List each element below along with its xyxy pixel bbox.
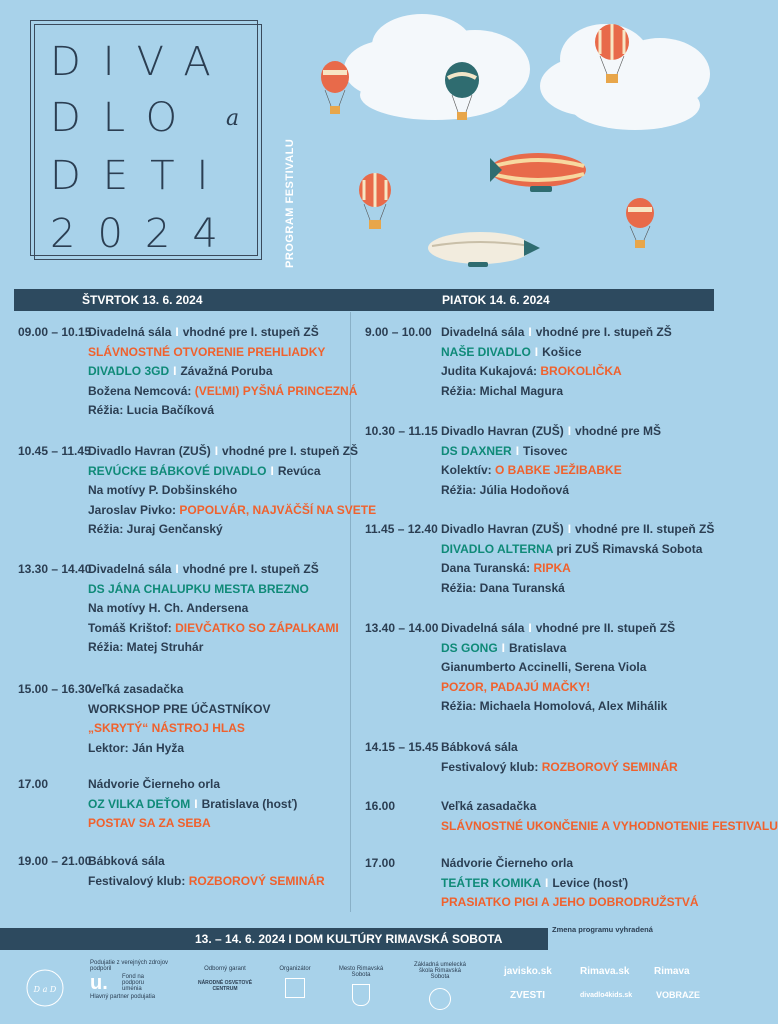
event-details (441, 797, 778, 836)
event-text: WORKSHOP PRE ÚČASTNÍKOV (88, 701, 271, 716)
event-line (88, 481, 376, 501)
event-line (441, 540, 714, 560)
airship-icon (490, 153, 586, 192)
event-time: 13.40 – 14.00 (365, 621, 439, 635)
event-text: Divadelná sála (88, 325, 172, 339)
event-line (88, 872, 325, 892)
event-text: pri ZUŠ Rimavská Sobota (553, 541, 703, 556)
program-label: PROGRAM FESTIVALU (284, 138, 296, 268)
separator: I (545, 875, 549, 890)
event-text: Veľká zasadačka (441, 799, 537, 813)
event-line (88, 739, 270, 759)
separator: I (173, 364, 177, 378)
separator: I (534, 344, 539, 359)
partner-label: Podujatie z verejných zdrojov podporil (90, 960, 169, 972)
event-time: 19.00 – 21.00 (18, 854, 92, 868)
event-title: O BABKE JEŽIBABKE (495, 463, 622, 477)
event-details (441, 854, 699, 913)
day-header-bar (14, 289, 714, 311)
event-title: POPOLVÁR, NAJVÄČŠÍ NA SVETE (179, 502, 377, 517)
ensemble-name: DIVADLO 3GD (88, 364, 170, 378)
event-line (441, 559, 714, 579)
logo-text: DLO (50, 95, 200, 141)
event-text: Závažná Poruba (180, 364, 273, 378)
event-time: 09.00 – 10.15 (18, 325, 92, 339)
noc-logo: NÁRODNÉ OSVETOVÉ CENTRUM (197, 980, 253, 992)
event-text: Košice (542, 344, 582, 359)
event-text: Na motívy H. Ch. Andersena (88, 601, 249, 615)
event-details (441, 619, 675, 717)
event-details (88, 560, 339, 658)
event-text: Božena Nemcová: (88, 383, 195, 398)
separator: I (175, 562, 179, 576)
separator: I (501, 640, 506, 655)
separator: I (194, 796, 198, 811)
event-line (88, 462, 376, 482)
logo-text: DETI (50, 153, 231, 199)
event-text: Revúca (277, 463, 321, 478)
event-line (441, 678, 675, 698)
logo-ampersand: a (226, 106, 240, 131)
event-time: 11.45 – 12.40 (365, 522, 438, 536)
separator: I (175, 325, 179, 339)
event-text: Dana Turanská: (441, 561, 534, 575)
event-time: 14.15 – 15.45 (365, 740, 439, 754)
event-time: 17.00 (365, 856, 396, 870)
separator: I (515, 443, 520, 458)
event-line (441, 738, 678, 758)
separator: I (270, 463, 274, 478)
event-title: BROKOLIČKA (540, 364, 622, 378)
event-title: PRASIATKO PIGI A JEHO DOBRODRUŽSTVÁ (441, 895, 699, 909)
event-details (88, 680, 270, 758)
event-text: Tisovec (523, 443, 568, 458)
event-line (441, 520, 714, 540)
event-text: vhodné pre I. stupeň ZŠ (182, 325, 319, 339)
event-line (441, 817, 778, 837)
event-line (88, 795, 297, 815)
event-line (88, 520, 376, 540)
separator: I (528, 325, 532, 339)
fpu-logo: u. (90, 972, 108, 994)
event-text: Réžia: Dana Turanská (441, 580, 565, 595)
rimava-tv-logo: Rimava (654, 966, 690, 977)
separator: I (214, 444, 219, 458)
event-line (88, 599, 339, 619)
event-title: SLÁVNOSTNÉ UKONČENIE A VYHODNOTENIE FESTIVALU (441, 818, 778, 833)
event-title: (VEĽMI) PYŠNÁ PRINCEZNÁ (194, 383, 358, 398)
event-time: 9.00 – 10.00 (365, 325, 432, 339)
event-line (441, 758, 678, 778)
event-line (441, 323, 672, 343)
event-details (441, 520, 714, 598)
event-text: Jaroslav Pivko: (88, 502, 180, 517)
partner-fpu (90, 960, 190, 1000)
event-line (441, 481, 661, 501)
event-line (88, 680, 270, 700)
event-text: Levice (hosť) (552, 875, 629, 890)
event-text: Bratislava (hosť) (201, 796, 298, 811)
event-line (441, 442, 661, 462)
event-text: Bábková sála (88, 854, 165, 868)
hot-air-balloon-icon (445, 62, 479, 120)
rimava-sk-logo: Rimava.sk (580, 966, 630, 977)
footer-bar (0, 928, 548, 950)
day-title-thursday: ŠTVRTOK 13. 6. 2024 (82, 293, 203, 307)
event-text: Lektor: Ján Hyža (88, 740, 185, 755)
ensemble-name: DS GONG (441, 640, 498, 655)
event-line (441, 697, 675, 717)
event-line (441, 797, 778, 817)
partner-label: Základná umelecká škola Rimavská Sobota (413, 962, 467, 980)
event-title: ROZBOROVÝ SEMINÁR (188, 873, 325, 888)
event-time: 10.45 – 11.45 (18, 444, 91, 458)
event-time: 15.00 – 16.30 (18, 682, 92, 696)
event-text: Bábková sála (441, 740, 518, 754)
event-details (88, 323, 357, 421)
event-text: Divadlo Havran (ZUŠ) (441, 424, 564, 438)
event-text: Festivalový klub: (88, 873, 189, 888)
event-text: Réžia: Michaela Homolová, Alex Mihálik (441, 699, 668, 713)
event-text: Judita Kukajová: (441, 364, 541, 378)
event-line (441, 639, 675, 659)
event-text: Divadlo Havran (ZUŠ) (88, 444, 211, 458)
event-text: Nádvorie Čierneho orla (441, 856, 574, 870)
hot-air-balloon-icon (359, 173, 391, 229)
event-text: vhodné pre I. stupeň ZŠ (222, 444, 359, 458)
event-text: Divadelná sála (88, 562, 172, 576)
event-line (88, 852, 325, 872)
ensemble-name: DS DAXNER (441, 443, 512, 458)
ensemble-name: DIVADLO ALTERNA (441, 541, 553, 556)
event-line (88, 442, 376, 462)
event-text: Réžia: Matej Struhár (88, 640, 204, 654)
partner-label: Odborný garant (204, 966, 246, 972)
partner-noc (195, 966, 255, 992)
event-text: Tomáš Krištof: (88, 620, 176, 635)
event-text: Kolektív: (441, 463, 496, 477)
event-details (441, 738, 678, 777)
event-line (88, 775, 297, 795)
separator: I (567, 522, 572, 536)
event-line (88, 580, 339, 600)
partner-city (330, 966, 392, 1006)
event-details (441, 323, 672, 401)
event-time: 10.30 – 11.15 (365, 424, 438, 438)
event-text: Gianumberto Accinelli, Serena Viola (441, 660, 647, 674)
partner-organizer (272, 966, 318, 998)
event-details (88, 775, 297, 834)
partner-foot: Hlavný partner podujatia (90, 994, 156, 1000)
event-details (88, 852, 325, 891)
event-text: Divadelná sála (441, 325, 525, 339)
event-text: Bratislava (509, 640, 567, 655)
event-time: 16.00 (365, 799, 396, 813)
event-text: Divadelná sála (441, 621, 525, 635)
event-details (88, 442, 376, 540)
event-line (441, 854, 699, 874)
event-line (441, 382, 672, 402)
event-line (88, 382, 357, 402)
event-text: vhodné pre I. stupeň ZŠ (535, 325, 672, 339)
change-note: Zmena programu vyhradená (552, 925, 653, 934)
festival-logo (20, 966, 70, 1010)
logo-text: DIVA (50, 39, 233, 85)
event-text: Veľká zasadačka (88, 682, 184, 696)
vobraze-logo: VOBRAZE (656, 990, 701, 1000)
javisko-logo: javisko.sk (504, 966, 552, 977)
hot-air-balloon-icon (626, 198, 654, 248)
ensemble-name: DS JÁNA CHALUPKU MESTA BREZNO (88, 581, 309, 596)
svg-text:D a D: D a D (33, 985, 57, 994)
ensemble-name: TEÁTER KOMIKA (441, 875, 541, 890)
ensemble-name: REVÚCKE BÁBKOVÉ DIVADLO (88, 463, 267, 478)
event-line (88, 719, 270, 739)
event-time: 17.00 (18, 777, 49, 791)
day-title-friday: PIATOK 14. 6. 2024 (442, 293, 550, 307)
event-line (441, 579, 714, 599)
separator: I (567, 424, 572, 438)
event-text: Divadlo Havran (ZUŠ) (441, 522, 564, 536)
event-line (441, 874, 699, 894)
event-title: DIEVČATKO SO ZÁPALKAMI (175, 620, 339, 635)
divadlo4kids-logo: divadlo4kids.sk (580, 992, 633, 999)
ensemble-name: OZ VILKA DEŤOM (88, 796, 191, 811)
event-line (441, 893, 699, 913)
separator: I (528, 621, 532, 635)
partner-label: Organizátor (279, 966, 311, 972)
event-line (88, 560, 339, 580)
ensemble-name: NAŠE DIVADLO (441, 344, 531, 359)
event-text: vhodné pre I. stupeň ZŠ (182, 562, 319, 576)
event-text: Na motívy P. Dobšinského (88, 483, 238, 497)
partner-label: Mesto Rimavská Sobota (338, 966, 384, 978)
logo-text: 2024 (50, 211, 240, 257)
event-line (88, 343, 357, 363)
event-line (441, 658, 675, 678)
hot-air-balloon-icon (595, 24, 629, 83)
event-text: vhodné pre MŠ (575, 424, 662, 438)
event-title: POSTAV SA ZA SEBA (88, 816, 211, 830)
partner-sub: Fond na podporu umenia (122, 974, 145, 992)
event-line (441, 461, 661, 481)
event-line (88, 638, 339, 658)
event-line (88, 700, 270, 720)
event-line (88, 501, 376, 521)
event-text: Réžia: Júlia Hodoňová (441, 482, 570, 497)
event-line (88, 619, 339, 639)
event-line (88, 401, 357, 421)
event-text: vhodné pre II. stupeň ZŠ (535, 621, 676, 635)
event-title: POZOR, PADAJÚ MAČKY! (441, 679, 591, 694)
zvesti-logo: ZVESTI (510, 990, 546, 1001)
event-line (88, 814, 297, 834)
footer-venue: 13. – 14. 6. 2024 I DOM KULTÚRY RIMAVSKÁ SOBOTA (195, 932, 503, 946)
event-text: Réžia: Lucia Bačíková (88, 403, 215, 417)
partner-zus (410, 962, 470, 1010)
event-title: ROZBOROVÝ SEMINÁR (541, 759, 678, 774)
event-text: Réžia: Michal Magura (441, 383, 564, 398)
event-details (441, 422, 661, 500)
event-title: RIPKA (533, 561, 571, 575)
event-text: Nádvorie Čierneho orla (88, 777, 221, 791)
event-line (88, 362, 357, 382)
airship-icon (428, 232, 540, 267)
event-line (441, 343, 672, 363)
event-text: Réžia: Juraj Genčanský (88, 522, 223, 536)
event-time: 13.30 – 14.40 (18, 562, 92, 576)
event-line (441, 422, 661, 442)
event-line (441, 619, 675, 639)
hot-air-balloon-icon (321, 61, 349, 114)
event-text: vhodné pre II. stupeň ZŠ (575, 522, 715, 536)
event-line (88, 323, 357, 343)
event-title: „SKRYTÝ“ NÁSTROJ HLAS (88, 721, 245, 735)
event-line (441, 362, 672, 382)
event-text: Festivalový klub: (441, 759, 542, 774)
event-title: SLÁVNOSTNÉ OTVORENIE PREHLIADKY (88, 344, 326, 359)
